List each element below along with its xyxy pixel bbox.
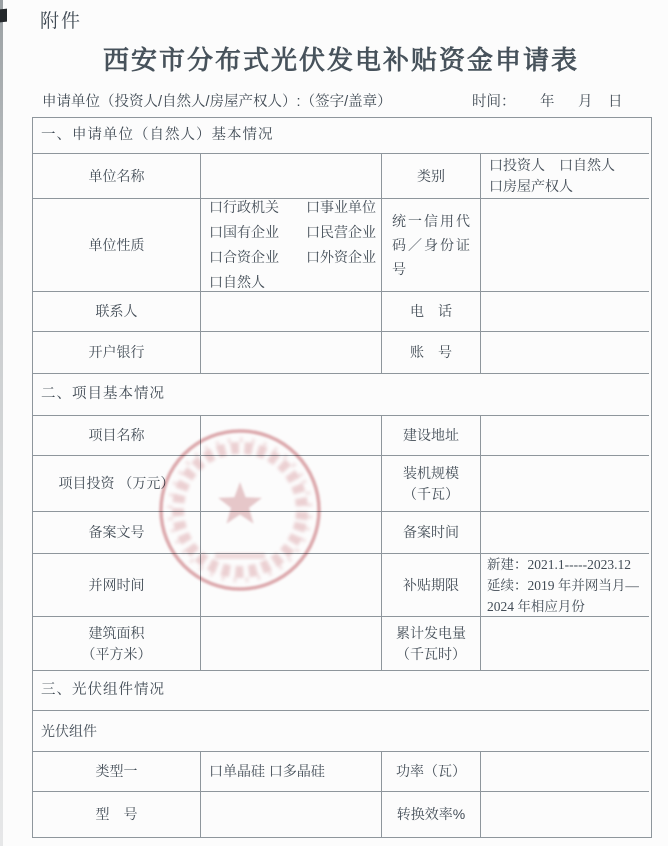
form-title: 西安市分布式光伏发电补贴资金申请表 — [102, 46, 579, 75]
address-value-cell — [481, 416, 649, 456]
investment-value-cell — [201, 456, 382, 512]
model-value-cell — [201, 792, 382, 837]
investment-label-cell: 项目投资 （万元） — [33, 456, 201, 512]
filing-no-value-cell — [201, 512, 382, 554]
subsidy-period-label-cell: 补贴期限 — [382, 554, 481, 617]
time-label: 时间： — [472, 94, 516, 110]
bank-label-cell: 开户银行 — [33, 332, 201, 374]
unit-nature-options-cell — [201, 199, 382, 292]
filing-no-label-cell: 备案文号 — [33, 512, 201, 554]
checkbox-option-private: 口民营企业 — [306, 224, 376, 240]
account-value-cell — [481, 332, 649, 374]
year-label: 年 — [540, 94, 555, 110]
account-label-cell: 账 号 — [382, 332, 481, 374]
generation-value-cell — [481, 617, 649, 671]
model-label-cell: 型 号 — [33, 792, 201, 837]
efficiency-value-cell — [481, 792, 649, 837]
scan-edge-artifact — [0, 0, 3, 846]
applicant-signature-line — [0, 90, 668, 110]
checkbox-option-state-owned: 口国有企业 — [209, 224, 279, 240]
checkbox-option-joint-venture: 口合资企业 — [209, 249, 279, 265]
power-value-cell — [481, 752, 649, 792]
grid-connect-value-cell — [201, 554, 382, 617]
type1-options-cell: 口单晶硅 口多晶硅 — [201, 752, 382, 792]
checkbox-option-property-owner: 口房屋产权人 — [489, 178, 573, 194]
checkbox-option-public-institution: 口事业单位 — [306, 199, 376, 215]
phone-label-cell: 电 话 — [382, 292, 481, 332]
project-name-value-cell — [201, 416, 382, 456]
application-form-table — [32, 117, 652, 838]
category-options-cell — [481, 154, 649, 199]
applicant-line-text: 申请单位（投资人/自然人/房屋产权人）:（签字/盖章） — [42, 94, 392, 110]
day-label: 日 — [608, 94, 623, 110]
checkbox-option-natural-person-2: 口自然人 — [209, 274, 265, 290]
area-label-cell: 建筑面积 （平方米） — [33, 617, 201, 671]
attachment-label: 附件 — [40, 11, 83, 32]
bank-value-cell — [201, 332, 382, 374]
type1-label-cell: 类型一 — [33, 752, 201, 792]
unit-name-value-cell — [201, 154, 382, 199]
filing-date-label-cell: 备案时间 — [382, 512, 481, 554]
checkbox-option-foreign: 口外资企业 — [306, 249, 376, 265]
module-row-label: 光伏组件 — [33, 711, 649, 752]
credit-code-value-cell — [481, 199, 649, 292]
unit-name-label-cell: 单位名称 — [33, 154, 201, 199]
section-1-header: 一、申请单位（自然人）基本情况 — [33, 118, 649, 154]
phone-value-cell — [481, 292, 649, 332]
contact-value-cell — [201, 292, 382, 332]
section-2-header: 二、项目基本情况 — [33, 374, 649, 416]
checkbox-option-natural-person: 口自然人 — [559, 157, 615, 173]
checkbox-option-admin-agency: 口行政机关 — [209, 199, 279, 215]
scan-corner-mark — [0, 9, 7, 23]
filing-date-value-cell — [481, 512, 649, 554]
area-value-cell — [201, 617, 382, 671]
generation-label-cell: 累计发电量 （千瓦时） — [382, 617, 481, 671]
contact-label-cell: 联系人 — [33, 292, 201, 332]
category-label-cell: 类别 — [382, 154, 481, 199]
efficiency-label-cell: 转换效率% — [382, 792, 481, 837]
month-label: 月 — [578, 94, 593, 110]
subsidy-period-value-cell: 新建：2021.1-----2023.12 延续：2019 年并网当月— 2024 年相应月份 — [481, 554, 649, 617]
credit-code-label-cell: 统一信用代 码／身份证 号 — [382, 199, 481, 292]
capacity-value-cell — [481, 456, 649, 512]
project-name-label-cell: 项目名称 — [33, 416, 201, 456]
power-label-cell: 功率（瓦） — [382, 752, 481, 792]
grid-connect-label-cell: 并网时间 — [33, 554, 201, 617]
section-3-header: 三、光伏组件情况 — [33, 671, 649, 711]
unit-nature-label-cell: 单位性质 — [33, 199, 201, 292]
capacity-label-cell: 装机规模 （千瓦） — [382, 456, 481, 512]
checkbox-option-investor: 口投资人 — [489, 157, 545, 173]
address-label-cell: 建设地址 — [382, 416, 481, 456]
